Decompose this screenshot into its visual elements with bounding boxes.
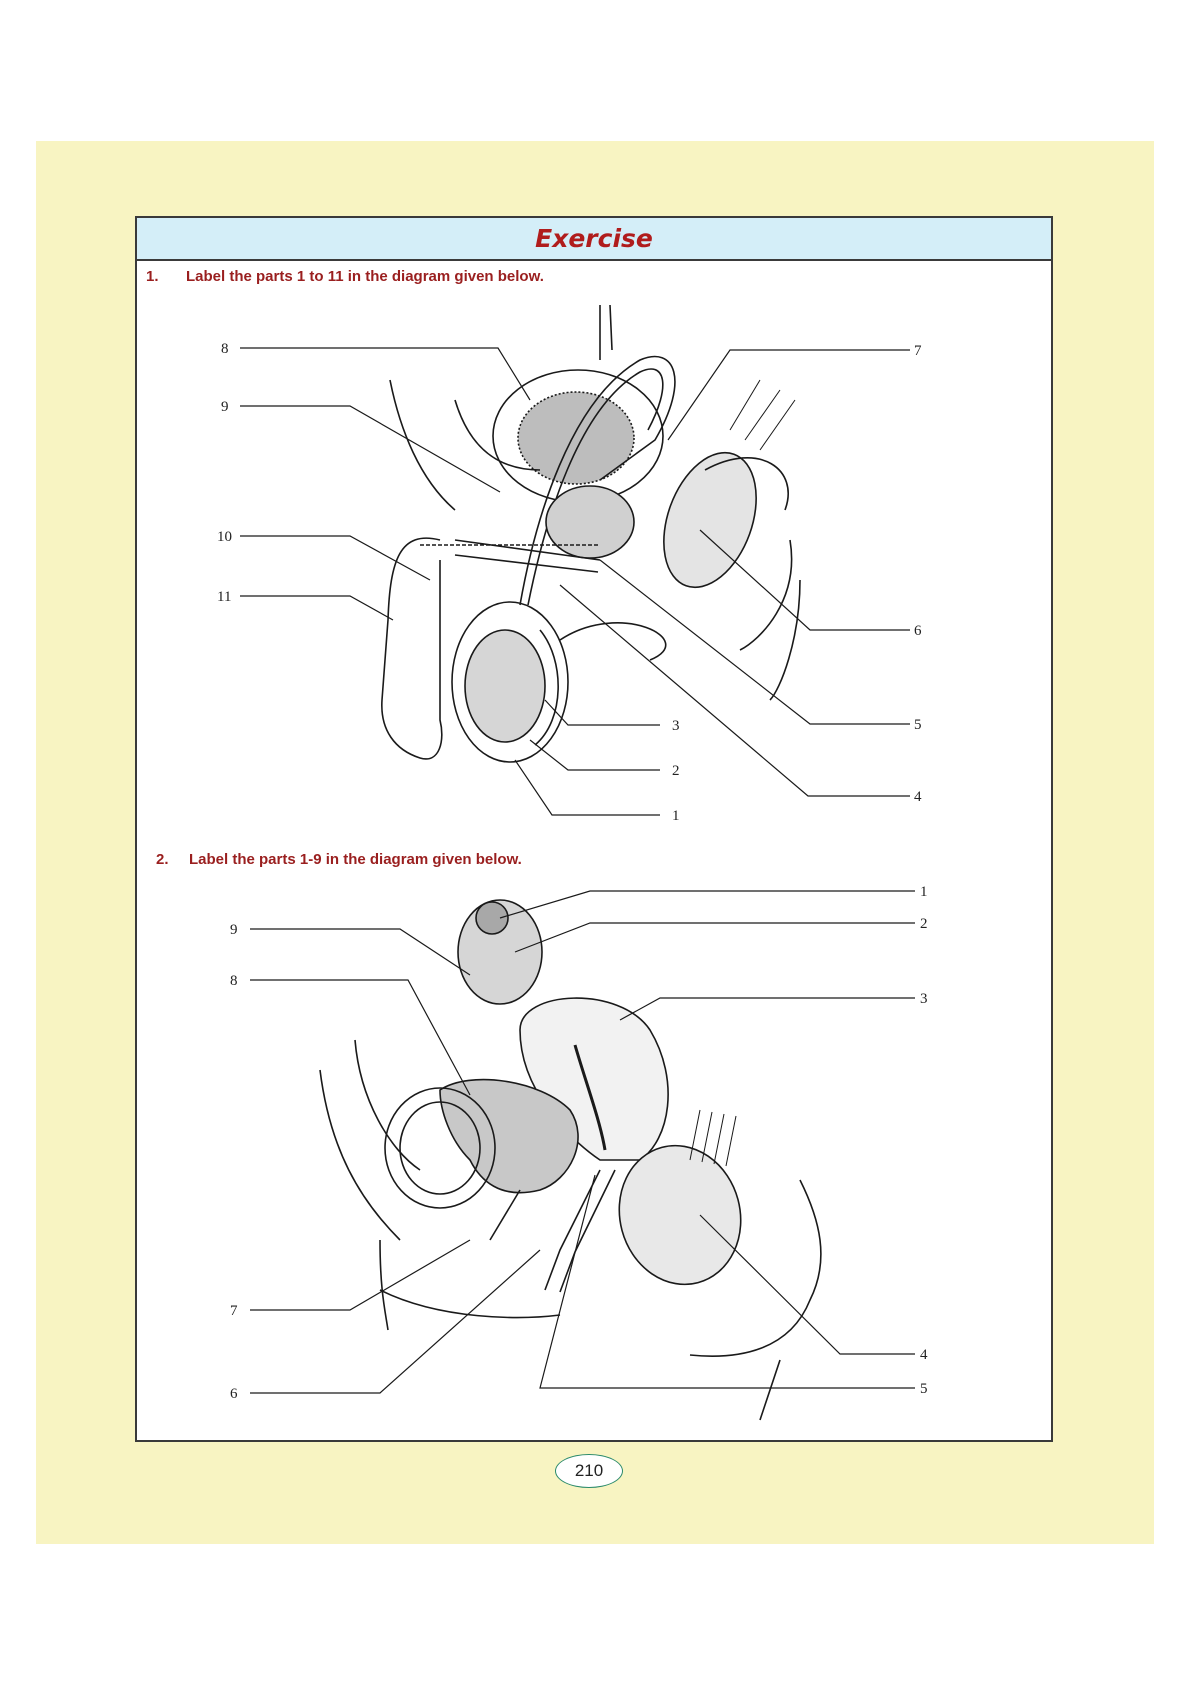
penis-outer (382, 538, 442, 759)
question-2-text: Label the parts 1-9 in the diagram given below. (189, 851, 522, 868)
urethra (490, 1190, 520, 1240)
label-4: 4 (920, 1347, 928, 1363)
abdomen-contour (320, 1070, 400, 1240)
label-6: 6 (230, 1386, 238, 1402)
label-8: 8 (230, 973, 238, 989)
label-2: 2 (672, 763, 680, 779)
label-10: 10 (217, 529, 232, 545)
leader-7 (250, 1240, 470, 1310)
leader-11 (240, 596, 393, 620)
label-6: 6 (914, 623, 922, 639)
male-reproductive-diagram (240, 305, 910, 815)
testis (465, 630, 545, 742)
question-1-text: Label the parts 1 to 11 in the diagram given below. (186, 268, 544, 285)
label-11: 11 (217, 589, 232, 605)
ovarian-follicle (476, 902, 508, 934)
exercise-title: Exercise (535, 224, 653, 253)
left-contour (380, 1240, 388, 1330)
label-4: 4 (914, 789, 922, 805)
label-3: 3 (920, 991, 928, 1007)
label-5: 5 (914, 717, 922, 733)
leader-1 (515, 760, 660, 815)
question-2-number: 2. (156, 851, 169, 868)
leader-6 (250, 1250, 540, 1393)
leader-8 (240, 348, 530, 400)
leader-3 (545, 700, 660, 725)
leader-10 (240, 536, 430, 580)
leader-1 (500, 891, 915, 918)
label-7: 7 (230, 1303, 238, 1319)
question-1-number: 1. (146, 268, 159, 285)
leader-5 (600, 560, 910, 724)
label-3: 3 (672, 718, 680, 734)
label-8: 8 (221, 341, 229, 357)
leader-8 (250, 980, 470, 1095)
label-5: 5 (920, 1381, 928, 1397)
leader-2 (515, 923, 915, 952)
leader-9 (240, 406, 500, 492)
buttock-line (560, 580, 800, 700)
page-number: 210 (555, 1454, 623, 1488)
rectum-lines (730, 380, 795, 450)
leader-4 (560, 585, 910, 796)
leader-3 (620, 998, 915, 1020)
abdomen-contour-2 (355, 1040, 420, 1170)
prostate (546, 486, 634, 558)
label-1: 1 (920, 884, 928, 900)
body-contour-front (390, 380, 455, 510)
leader-2 (530, 740, 660, 770)
label-7: 7 (914, 343, 922, 359)
label-9: 9 (221, 399, 229, 415)
label-9: 9 (230, 922, 238, 938)
female-reproductive-diagram (250, 891, 915, 1420)
spine-line (600, 305, 612, 360)
back-contour (760, 1360, 780, 1420)
seminal-vesicle (647, 440, 774, 600)
label-1: 1 (672, 808, 680, 824)
label-2: 2 (920, 916, 928, 932)
leader-7 (668, 350, 910, 440)
leader-9 (250, 929, 470, 975)
